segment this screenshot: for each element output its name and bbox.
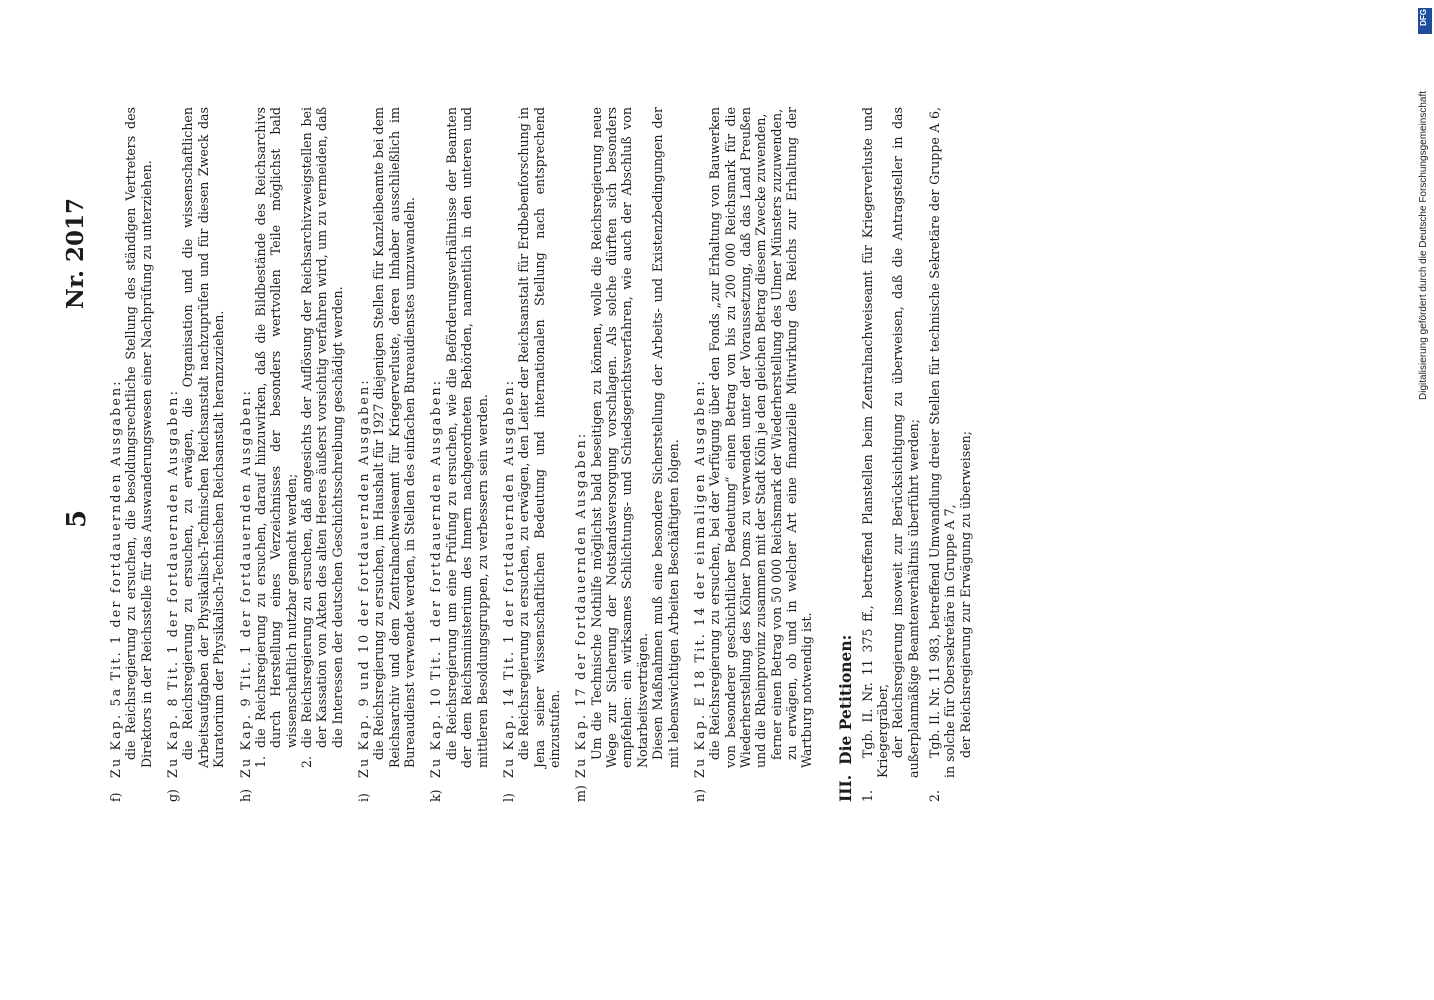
digitization-credit-text: Digitalisierung gefördert durch die Deutsche Forschungsgemeinschaft — [1418, 90, 1429, 400]
item-marker: h) — [237, 788, 253, 802]
document-body — [108, 107, 979, 802]
item-marker: f) — [108, 792, 123, 802]
petition-item — [860, 107, 921, 802]
item-heading: Zu Kap. 10 Tit. 1 der fortdauernden Ausgaben: — [428, 378, 444, 778]
petition-paragraph: der Reichsregierung insoweit zur Berücksichtigung zu überweisen, daß die Antragsteller in das außerplanmäßige Beamtenverhältnis überführt werden; — [890, 107, 921, 778]
petition-item — [927, 107, 973, 802]
section-item — [428, 107, 489, 802]
sub-item-marker: 1. — [252, 755, 268, 768]
sub-item — [253, 107, 299, 778]
item-heading: Zu Kap. 5a Tit. 1 der fortdauernden Ausgaben: — [108, 379, 123, 778]
item-marker: i) — [356, 793, 372, 802]
item-heading: Zu Kap. 9 Tit. 1 der fortdauernden Ausgaben: — [237, 388, 253, 778]
document-number: Nr. 2017 — [62, 198, 89, 310]
item-marker: l) — [500, 793, 516, 802]
petition-paragraph: Tgb. II. Nr. 11 375 ff., betreffend Planstellen beim Zentralnachweiseamt für Kriegerverluste und Kriegergräber, — [859, 107, 890, 778]
section-item — [501, 107, 562, 802]
digitization-credit — [1418, 8, 1434, 408]
item-paragraph: die Reichsregierung zu ersuchen, bei der Verfügung über den Fonds „zur Erhaltung von Bauwerken von besonderer geschichtlicher Bedeutung“ einen Betrag von bis zu 200 000 Reichsmark für die Wiederherstellung des Kölner Doms zu verwenden unter der Voraussetzung, daß das Land Preußen und die Rheinprovinz zusammen mit der Stadt Köln je den gleichen Betrag diesem Zwecke zuwenden, — [707, 107, 769, 768]
sub-item — [299, 107, 345, 778]
item-paragraph: die Reichsregierung zu ersuchen, zu erwägen, die Organisation und die wissenschaftlichen Arbeitsaufgaben der Physikalisch-Technischen Reichsanstalt nachzuprüfen und für diesen Zweck das Kuratorium der Physikalisch-Technischen Reichsanstalt heranzuziehen. — [180, 107, 227, 768]
section-item — [238, 107, 346, 802]
section-item — [692, 107, 815, 802]
petitions-section — [837, 107, 973, 802]
petition-paragraph: Tgb. II. Nr. 11 983, betreffend Umwandlung dreier Stellen für technische Sekretäre der Gruppe A 6, in solche für Obersekretäre in Gruppe A 7, — [927, 107, 958, 778]
item-marker: n) — [691, 788, 707, 802]
section-item — [356, 107, 417, 802]
sub-item-text: die Reichsregierung zu ersuchen, darauf hinzuwirken, daß die Bildbestände des Reichsarchivs durch Herstellung eines Verzeichnisses der besonders wertvollen Teile möglichst bald wissenschaftlich nutzbar gemacht werden; — [252, 107, 299, 748]
item-paragraph: die Reichsregierung zu ersuchen, zu erwägen, den Leiter der Reichsanstalt für Erdbebenforschung in Jena seiner wissenschaftlichen Bedeutung und internationalen Stellung nach entsprechend einzustufen. — [516, 107, 562, 768]
item-paragraph: Diesen Maßnahmen muß eine besondere Sicherstellung der Arbeits- und Existenzbedingungen der mit lebenswichtigen Arbeiten Beschäftigten folgen. — [650, 107, 681, 768]
item-paragraph: die Reichsregierung zu ersuchen, die besoldungsrechtliche Stellung des ständigen Vertreters des Direktors in der Reichsstelle für das Auswanderungswesen einer Nachprüfung zu unterziehen. — [123, 107, 154, 768]
dfg-logo-text: DFG — [1419, 9, 1428, 26]
petition-marker: 1. — [859, 789, 875, 802]
item-paragraph: die Reichsregierung zu ersuchen, im Haushalt für 1927 diejenigen Stellen für Kanzleibeamte bei dem Reichsarchiv und dem Zentralnachweiseamt für Kriegerverluste, deren Inhaber ausschließlich im Bureaudienst verwendet werden, in Stellen des einfachen Bureaudienstes umzuwandeln. — [371, 107, 418, 768]
sub-item-marker: 2. — [298, 755, 314, 768]
petitions-heading — [837, 107, 856, 802]
item-paragraph: Um die Technische Nothilfe möglichst bald beseitigen zu können, wolle die Reichsregierung neue Wege zur Sicherung der Notstandsversorgung vorschlagen. Als solche dürften sich besonders empfehlen: ein wirksames Schlichtungs- und Schiedsgerichtsverfahren, wie auch der Abschluß von Notarbeitsverträgen. — [588, 107, 650, 768]
sub-item-text: die Reichsregierung zu ersuchen, daß angesichts der Auflösung der Reichsarchivzweigstellen bei der Kassation von Akten des alten Heeres äußerst vorsichtig verfahren wird, um zu vermeiden, daß die Interessen der deutschen Geschichtsschreibung geschädigt werden. — [298, 107, 345, 748]
item-paragraph: die Reichsregierung um eine Prüfung zu ersuchen, wie die Beförderungsverhältnisse der Beamten der dem Reichsministerium des Innern nachgeordneten Behörden, namentlich in den unteren und mittleren Besoldungsgruppen, zu verbessern sein werden. — [443, 107, 490, 768]
item-heading: Zu Kap. E 18 Tit. 14 der einmaligen Ausgaben: — [691, 379, 707, 778]
petition-paragraph: der Reichsregierung zur Erwägung zu überweisen; — [957, 431, 973, 758]
page-number: 5 — [62, 509, 92, 528]
section-item — [108, 107, 154, 802]
section-item — [573, 107, 681, 802]
item-paragraph: zu erwägen, ob und in welcher Art eine finanzielle Mitwirkung des Reichs zur Erhaltung der Wartburg notwendig ist. — [784, 107, 815, 768]
item-heading: Zu Kap. 8 Tit. 1 der fortdauernden Ausgaben: — [165, 388, 181, 778]
petitions-roman-numeral: III. — [835, 774, 855, 802]
item-heading: Zu Kap. 17 der fortdauernden Ausgaben: — [573, 431, 589, 778]
item-heading: Zu Kap. 9 und 10 der fortdauernden Ausgaben: — [356, 378, 372, 778]
dfg-logo — [1418, 8, 1432, 34]
item-marker: g) — [165, 789, 181, 802]
petitions-title: Die Petitionen: — [835, 634, 855, 765]
item-marker: m) — [573, 785, 589, 802]
petition-marker: 2. — [927, 789, 943, 802]
section-item — [165, 107, 226, 802]
item-paragraph: ferner einen Betrag von 50 000 Reichsmark der Wiederherstellung des Ulmer Münsters zuzuwenden, — [768, 108, 784, 760]
item-marker: k) — [428, 789, 444, 802]
page-header — [62, 0, 96, 1000]
item-heading: Zu Kap. 14 Tit. 1 der fortdauernden Ausgaben: — [500, 378, 516, 778]
